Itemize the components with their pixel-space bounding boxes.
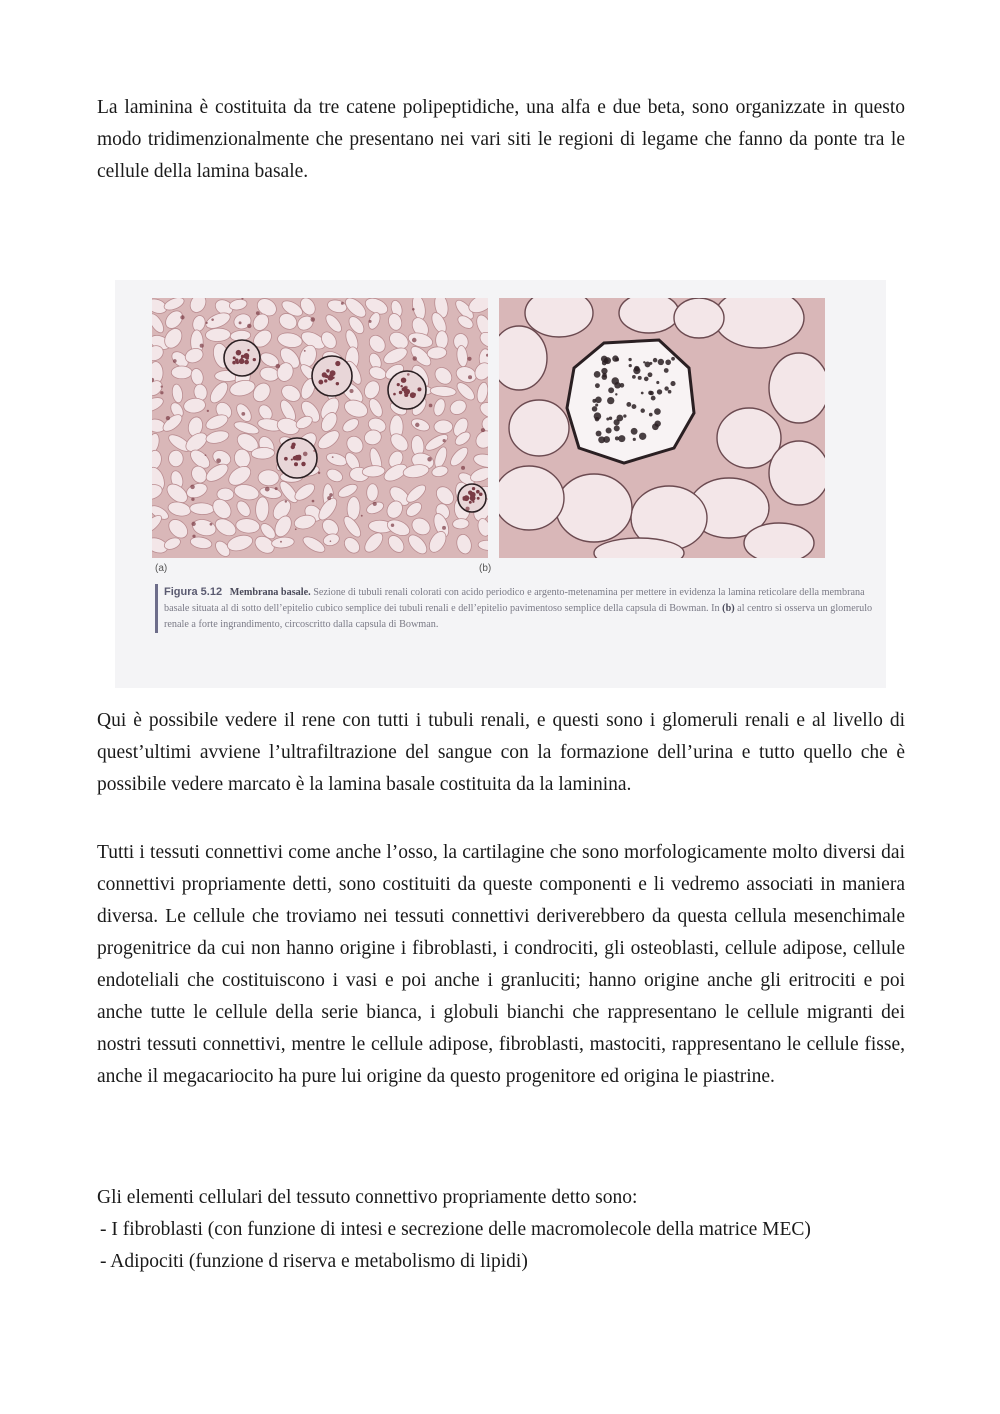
figure-caption [155, 584, 879, 633]
cell-elements-list [100, 1214, 905, 1278]
micrograph-panel-a [152, 298, 488, 558]
caption-b-marker: (b) [722, 603, 735, 614]
caption-text-1: Sezione di tubuli renali colorati con acido periodico e argento-metenamina per mettere in evidenza la lamina reticolare della membrana basale situata al di sotto dell’epitelio cubico semplice dei tubuli renali e dell’epitelio pavimentoso semplice della capsula di Bowman. In [164, 587, 865, 614]
paragraph-elementi-cellulari: Gli elementi cellulari del tessuto connettivo propriamente detto sono: [97, 1187, 638, 1208]
figure-membrana-basale [115, 280, 886, 688]
paragraph-rene: Qui è possibile vedere il rene con tutti i tubuli renali, e questi sono i glomeruli renali e al livello di quest’ultimi avviene l’ultrafiltrazione del sangue con la formazione dell’urina e tutto quello che è possibile vedere marcato è la lamina basale costituita da la laminina. [97, 710, 905, 795]
caption-title: Figura 5.12 [164, 586, 223, 598]
panel-label-a: (a) [155, 563, 168, 574]
paragraph-laminina: La laminina è costituita da tre catene polipeptidiche, una alfa e due beta, sono organizzate in questo modo tridimenzionalmente che presentano nei vari siti le regioni di legame che fanno da ponte tra le cellule della lamina basale. [97, 97, 905, 182]
micrograph-panel-b [499, 298, 825, 558]
list-item: - Adipociti (funzione d riserva e metabolismo di lipidi) [100, 1251, 528, 1272]
glomerulus-image [499, 298, 825, 558]
caption-name: Membrana basale. [229, 587, 311, 598]
caption-text-2: al centro si osserva un glomerulo renale a forte ingrandimento, circoscritto dalla capsula di Bowman. [164, 603, 873, 630]
list-item: - I fibroblasti (con funzione di intesi e secrezione delle macromolecole della matrice MEC) [100, 1219, 811, 1240]
paragraph-tessuti-connettivi: Tutti i tessuti connettivi come anche l’osso, la cartilagine che sono morfologicamente molto diversi dai connettivi propriamente detti, sono costituiti da queste componenti e li vedremo associati in maniera diversa. Le cellule che troviamo nei tessuti connettivi deriverebbero da questa cellula mesenchimale progenitrice da cui non hanno origine i fibroblasti, i condrociti, gli osteoblasti, cellule adipose, cellule endoteliali che costituiscono i vasi e poi anche i granluciti; hanno origine anche gli eritrociti e poi anche tutte le cellule della serie bianca, i globuli bianchi che rappresentano le cellule migranti dei nostri tessuti connettivi, mentre le cellule adipose, fibroblasti, mastociti, rappresentano le cellule fisse, anche il megacariocito ha pure lui origine da questo progenitore ed origina le piastrine. [97, 842, 905, 1087]
kidney-tubules-image [152, 298, 488, 558]
panel-label-b: (b) [479, 563, 492, 574]
